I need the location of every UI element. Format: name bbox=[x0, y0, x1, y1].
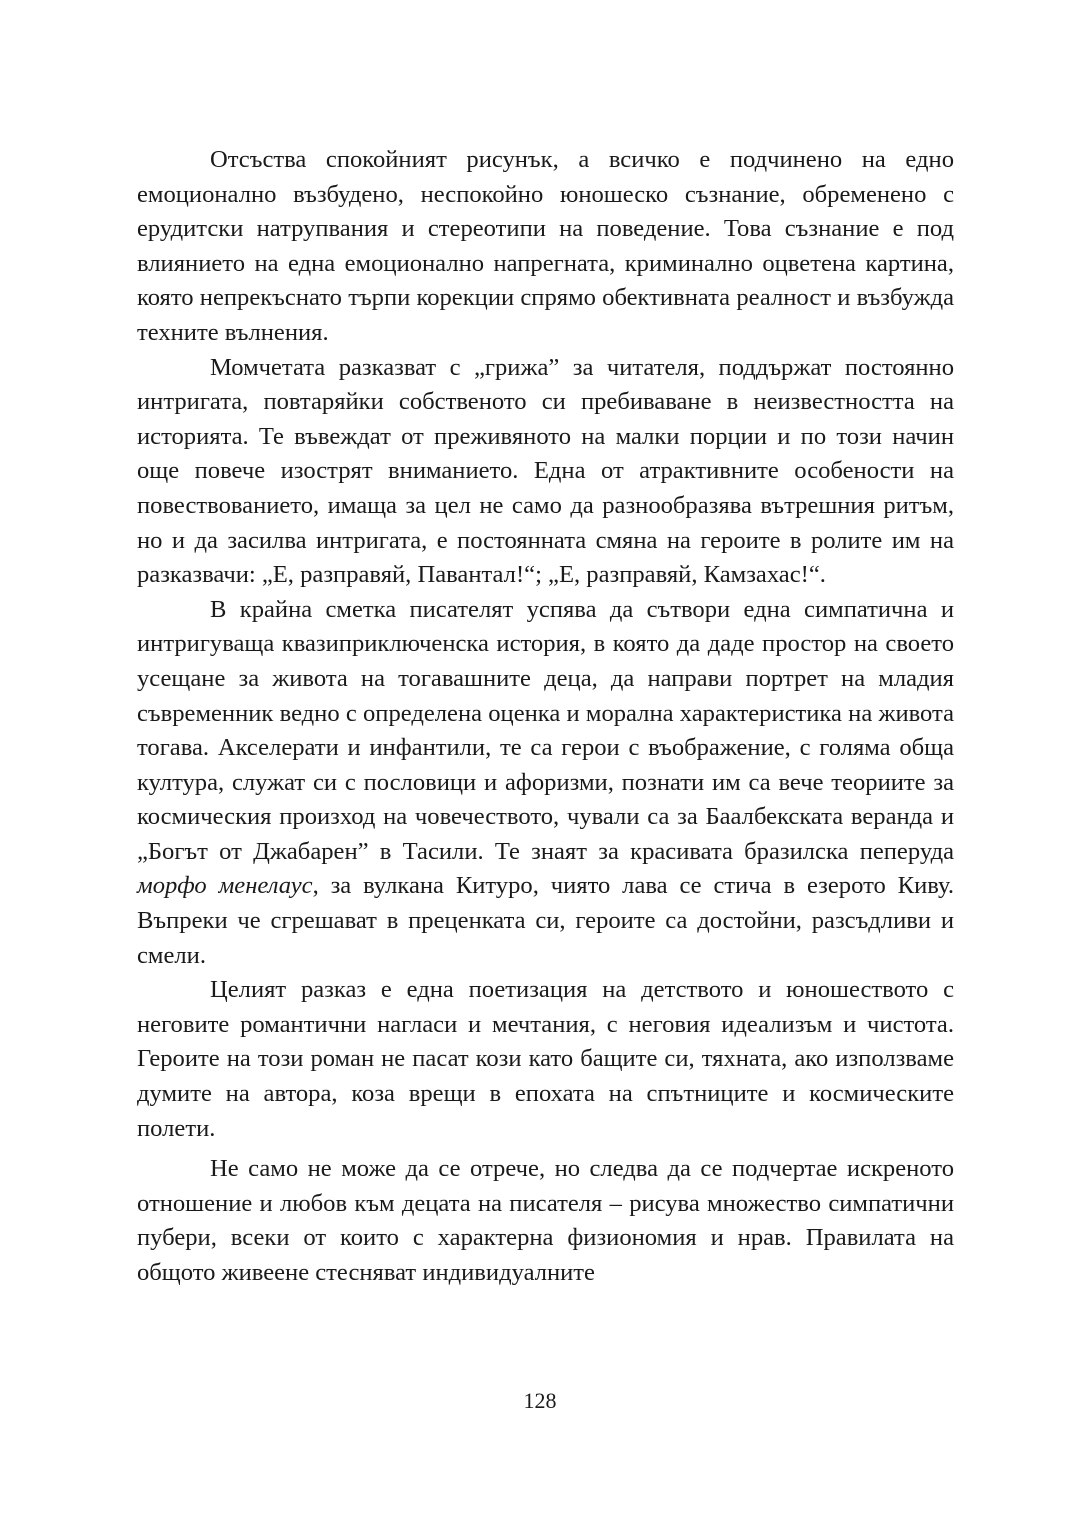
paragraph-1: Отсъства спокойният рисунък, а всичко е подчинено на едно емоционално възбудено, неспокойно юношеско съзнание, обременено с ерудитски натрупвания и стереотипи на поведение. Това съзнание е под влиянието на една емоционално напрегната, криминално оцветена картина, която непрекъснато търпи корекции спрямо обективната реалност и възбужда техните вълнения. bbox=[137, 146, 954, 346]
page-body bbox=[137, 143, 954, 1291]
paragraph-5: Не само не може да се отрече, но следва да се подчертае искреното отношение и любов към децата на писателя – рисува множество симпатични пубери, всеки от които с характерна физиономия и нрав. Правилата на общото живеене стесняват индивидуалните bbox=[137, 1155, 954, 1286]
paragraph-3-text-before: В крайна сметка писателят успява да сътвори една симпатична и интригуваща квазиприключенска история, в която да даде простор на своето усещане за живота на тогавашните деца, да направи портрет на младия съвременник ведно с определена оценка и морална характеристика на живота тогава. Акселерати и инфантили, те са герои с въображение, с голяма обща култура, служат си с пословици и афоризми, познати им са вече теориите за космическия произход на човечеството, чували са за Баалбекската веранда и „Богът от Джабарен” в Тасили. Те знаят за красивата бразилска пеперуда bbox=[137, 595, 954, 865]
paragraph-3-italic-term: морфо менелаус bbox=[137, 872, 313, 900]
paragraph-3 bbox=[137, 593, 954, 974]
paragraph-4: Целият разказ е една поетизация на детството и юношеството с неговите романтични нагласи и мечтания, с неговия идеализъм и чистота. Героите на този роман не пасат кози като бащите си, тяхната, ако използваме думите на автора, коза врещи в епохата на спътниците и космическите полети. bbox=[137, 976, 954, 1142]
page-number: 128 bbox=[523, 1388, 557, 1413]
paragraph-3-text-after: , за вулкана Китуро, чиято лава се стича в езерото Киву. Въпреки че сгрешават в преценката си, героите са достойни, разсъдливи и смели. bbox=[137, 872, 954, 969]
paragraph-2: Момчетата разказват с „грижа” за читателя, поддържат постоянно интригата, повтаряйки собственото си пребиваване в неизвестността на историята. Те въвеждат от преживяното на малки порции и по този начин още повече изострят вниманието. Една от атрактивните особености на повествованието, имаща за цел не само да разнообразява вътрешния ритъм, но и да засилва интригата, е постоянната смяна на героите в ролите им на разказвачи: „Е, разправяй, Павантал!“; „Е, разправяй, Камзахас!“. bbox=[137, 353, 954, 589]
